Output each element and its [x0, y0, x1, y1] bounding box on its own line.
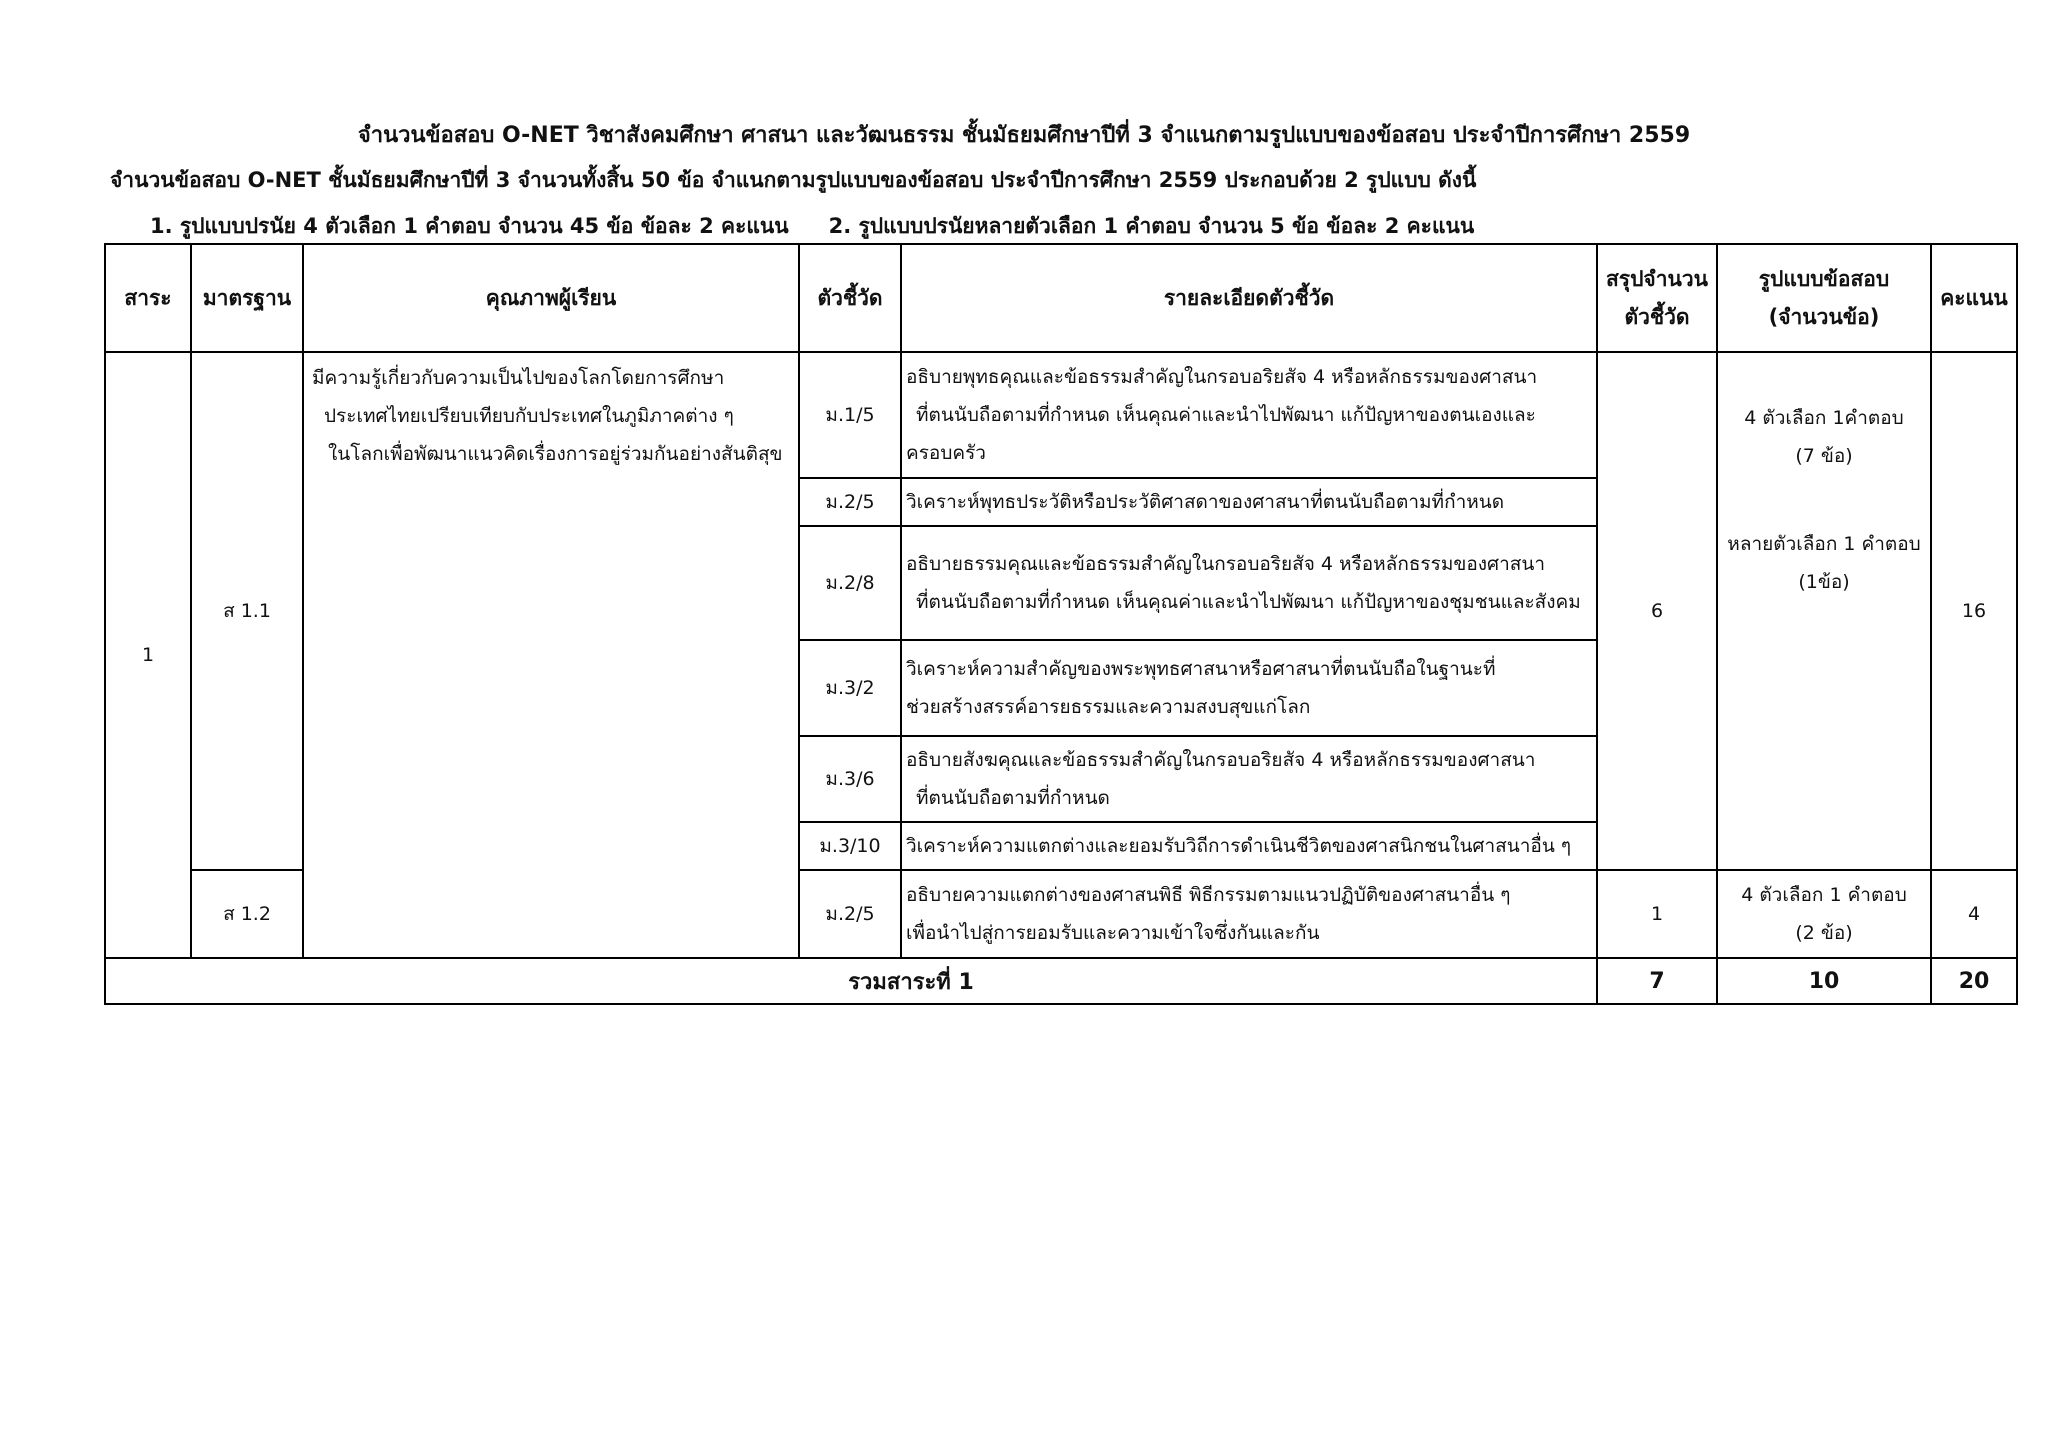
- indicator-detail: อธิบายธรรมคุณและข้อธรรมสำคัญในกรอบอริยสัจ 4 หรือหลักธรรมของศาสนา ที่ตนนับถือตามที่กำหนด เห็นคุณค่าและนำไปพัฒนา แก้ปัญหาของชุมชนและสังคม: [901, 526, 1597, 640]
- indicator-code: ม.2/5: [799, 870, 901, 958]
- header-sara: สาระ: [105, 244, 191, 352]
- header-detail: รายละเอียดตัวชี้วัด: [901, 244, 1597, 352]
- indicator-table: [104, 243, 2018, 1005]
- indicator-code: ม.3/10: [799, 822, 901, 870]
- indicator-detail: วิเคราะห์พุทธประวัติหรือประวัติศาสดาของศาสนาที่ตนนับถือตามที่กำหนด: [901, 478, 1597, 526]
- indicator-detail: วิเคราะห์ความสำคัญของพระพุทธศาสนาหรือศาสนาที่ตนนับถือในฐานะที่ ช่วยสร้างสรรค์อารยธรรมและความสงบสุขแก่โลก: [901, 640, 1597, 736]
- exam-formats: [150, 210, 1474, 243]
- total-score: 20: [1931, 958, 2017, 1004]
- indicator-code: ม.3/6: [799, 736, 901, 822]
- indicator-code: ม.3/2: [799, 640, 901, 736]
- header-quality: คุณภาพผู้เรียน: [303, 244, 799, 352]
- header-row: [105, 244, 2017, 352]
- quality-cell: มีความรู้เกี่ยวกับความเป็นไปของโลกโดยการศึกษา ประเทศไทยเปรียบเทียบกับประเทศในภูมิภาคต่าง ๆ ในโลกเพื่อพัฒนาแนวคิดเรื่องการอยู่ร่วมกันอย่างสันติสุข: [303, 352, 799, 958]
- indicator-count: 6: [1597, 352, 1717, 870]
- standard-cell: ส 1.2: [191, 870, 303, 958]
- indicator-detail: อธิบายความแตกต่างของศาสนพิธี พิธีกรรมตามแนวปฏิบัติของศาสนาอื่น ๆ เพื่อนำไปสู่การยอมรับและความเข้าใจซึ่งกันและกัน: [901, 870, 1597, 958]
- header-indicator: ตัวชี้วัด: [799, 244, 901, 352]
- table-row: [105, 352, 2017, 478]
- indicator-detail: วิเคราะห์ความแตกต่างและยอมรับวิถีการดำเนินชีวิตของศาสนิกชนในศาสนาอื่น ๆ: [901, 822, 1597, 870]
- indicator-code: ม.2/8: [799, 526, 901, 640]
- total-count: 7: [1597, 958, 1717, 1004]
- exam-summary: จำนวนข้อสอบ O-NET ชั้นมัธยมศึกษาปีที่ 3 จำนวนทั้งสิ้น 50 ข้อ จำแนกตามรูปแบบของข้อสอบ ประจำปีการศึกษา 2559 ประกอบด้วย 2 รูปแบบ ดังนี้: [110, 168, 1477, 192]
- format-item: 1. รูปแบบปรนัย 4 ตัวเลือก 1 คำตอบ จำนวน 45 ข้อ ข้อละ 2 คะแนน: [150, 214, 789, 238]
- indicator-code: ม.2/5: [799, 478, 901, 526]
- header-count: สรุปจำนวน ตัวชี้วัด: [1597, 244, 1717, 352]
- header-standard: มาตรฐาน: [191, 244, 303, 352]
- document-title: จำนวนข้อสอบ O-NET วิชาสังคมศึกษา ศาสนา และวัฒนธรรม ชั้นมัธยมศึกษาปีที่ 3 จำแนกตามรูปแบบของข้อสอบ ประจำปีการศึกษา 2559: [357, 123, 1691, 148]
- sara-cell: 1: [105, 352, 191, 958]
- indicator-count: 1: [1597, 870, 1717, 958]
- format-item: 2. รูปแบบปรนัยหลายตัวเลือก 1 คำตอบ จำนวน 5 ข้อ ข้อละ 2 คะแนน: [828, 214, 1475, 238]
- header-format: รูปแบบข้อสอบ (จำนวนข้อ): [1717, 244, 1931, 352]
- total-row: [105, 958, 2017, 1004]
- format-cell: 4 ตัวเลือก 1คำตอบ (7 ข้อ) หลายตัวเลือก 1 คำตอบ (1ข้อ): [1717, 352, 1931, 870]
- total-label: รวมสาระที่ 1: [105, 958, 1597, 1004]
- score-cell: 4: [1931, 870, 2017, 958]
- indicator-detail: อธิบายสังฆคุณและข้อธรรมสำคัญในกรอบอริยสัจ 4 หรือหลักธรรมของศาสนา ที่ตนนับถือตามที่กำหนด: [901, 736, 1597, 822]
- total-items: 10: [1717, 958, 1931, 1004]
- score-cell: 16: [1931, 352, 2017, 870]
- format-cell: 4 ตัวเลือก 1 คำตอบ (2 ข้อ): [1717, 870, 1931, 958]
- indicator-code: ม.1/5: [799, 352, 901, 478]
- header-score: คะแนน: [1931, 244, 2017, 352]
- standard-cell: ส 1.1: [191, 352, 303, 870]
- indicator-detail: อธิบายพุทธคุณและข้อธรรมสำคัญในกรอบอริยสัจ 4 หรือหลักธรรมของศาสนา ที่ตนนับถือตามที่กำหนด เห็นคุณค่าและนำไปพัฒนา แก้ปัญหาของตนเองและ ครอบครัว: [901, 352, 1597, 478]
